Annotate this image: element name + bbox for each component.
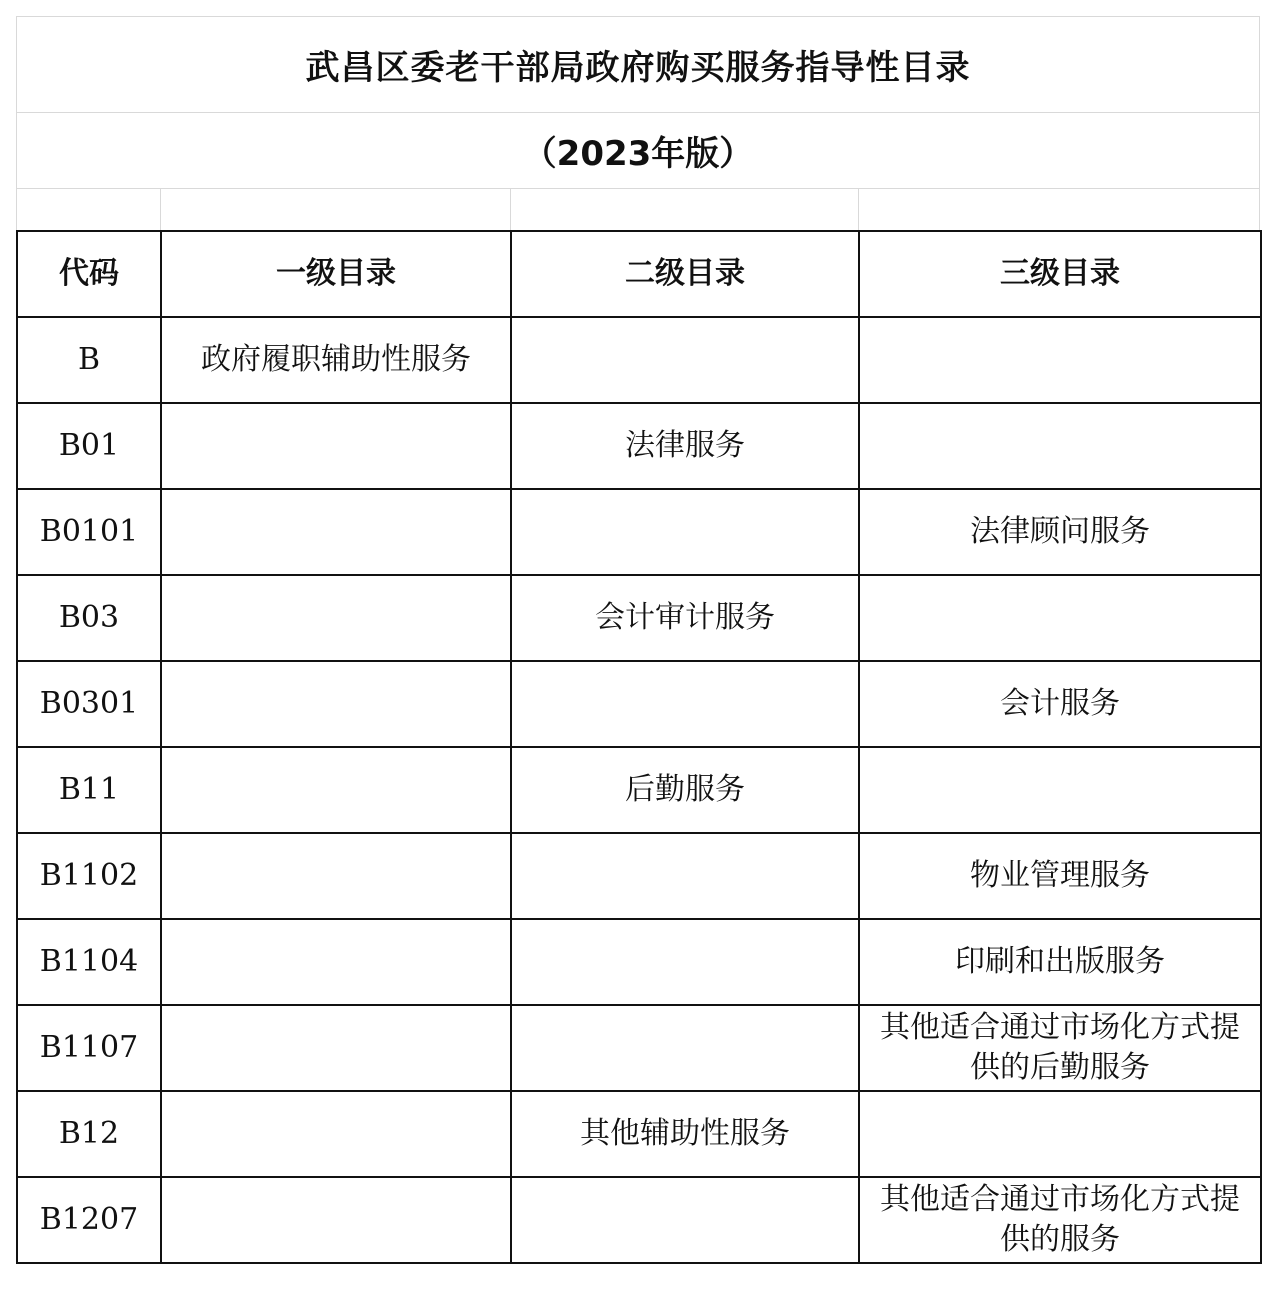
cell-level1 <box>161 489 511 575</box>
catalog-table <box>16 230 1262 1264</box>
cell-level2 <box>511 317 859 403</box>
table-row <box>17 833 1261 919</box>
cell-code: B11 <box>17 747 161 833</box>
blank-cell <box>16 189 160 230</box>
cell-level2: 法律服务 <box>511 403 859 489</box>
cell-level2 <box>511 489 859 575</box>
table-row <box>17 747 1261 833</box>
table-row <box>17 661 1261 747</box>
cell-level3: 会计服务 <box>859 661 1261 747</box>
cell-level1 <box>161 1177 511 1263</box>
cell-level2 <box>511 833 859 919</box>
header-level2: 二级目录 <box>511 231 859 317</box>
cell-level3: 法律顾问服务 <box>859 489 1261 575</box>
cell-code: B01 <box>17 403 161 489</box>
table-row <box>17 1005 1261 1091</box>
cell-level3 <box>859 317 1261 403</box>
cell-level2: 会计审计服务 <box>511 575 859 661</box>
blank-cell <box>510 189 858 230</box>
cell-level3 <box>859 1091 1261 1177</box>
cell-level2: 后勤服务 <box>511 747 859 833</box>
cell-level2: 其他辅助性服务 <box>511 1091 859 1177</box>
cell-level1 <box>161 575 511 661</box>
cell-level1 <box>161 1005 511 1091</box>
cell-level1: 政府履职辅助性服务 <box>161 317 511 403</box>
header-level3: 三级目录 <box>859 231 1261 317</box>
header-row <box>17 231 1261 317</box>
cell-code: B03 <box>17 575 161 661</box>
cell-code: B1102 <box>17 833 161 919</box>
cell-level2 <box>511 1177 859 1263</box>
cell-level2 <box>511 919 859 1005</box>
blank-spacer-row <box>16 188 1260 230</box>
cell-level3: 其他适合通过市场化方式提供的后勤服务 <box>859 1005 1261 1091</box>
catalog-sheet <box>16 16 1260 1264</box>
cell-code: B1107 <box>17 1005 161 1091</box>
cell-level3 <box>859 403 1261 489</box>
cell-code: B1207 <box>17 1177 161 1263</box>
cell-code: B0101 <box>17 489 161 575</box>
table-row <box>17 403 1261 489</box>
table-row <box>17 1091 1261 1177</box>
cell-level1 <box>161 747 511 833</box>
table-row <box>17 1177 1261 1263</box>
cell-code: B0301 <box>17 661 161 747</box>
table-row <box>17 317 1261 403</box>
blank-cell <box>160 189 510 230</box>
cell-level3: 物业管理服务 <box>859 833 1261 919</box>
cell-level1 <box>161 1091 511 1177</box>
table-row <box>17 489 1261 575</box>
cell-level3: 印刷和出版服务 <box>859 919 1261 1005</box>
cell-level1 <box>161 661 511 747</box>
table-row <box>17 575 1261 661</box>
cell-level2 <box>511 661 859 747</box>
cell-code: B1104 <box>17 919 161 1005</box>
table-row <box>17 919 1261 1005</box>
blank-cell <box>858 189 1260 230</box>
cell-level3 <box>859 575 1261 661</box>
cell-code: B <box>17 317 161 403</box>
cell-level1 <box>161 403 511 489</box>
cell-level3 <box>859 747 1261 833</box>
header-level1: 一级目录 <box>161 231 511 317</box>
cell-level3: 其他适合通过市场化方式提供的服务 <box>859 1177 1261 1263</box>
cell-code: B12 <box>17 1091 161 1177</box>
header-code: 代码 <box>17 231 161 317</box>
document-subtitle: （2023年版） <box>16 112 1260 188</box>
cell-level1 <box>161 919 511 1005</box>
cell-level2 <box>511 1005 859 1091</box>
cell-level1 <box>161 833 511 919</box>
document-title: 武昌区委老干部局政府购买服务指导性目录 <box>16 16 1260 112</box>
